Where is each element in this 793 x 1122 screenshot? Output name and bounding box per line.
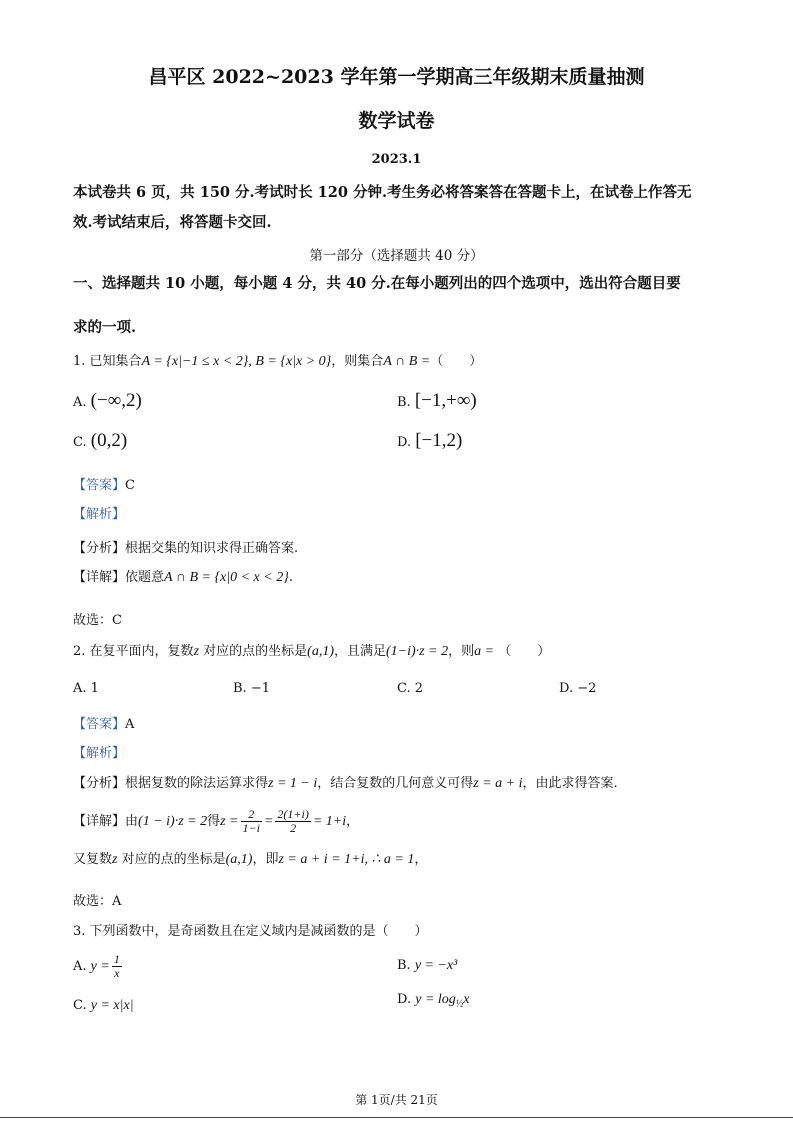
- exam-date: 2023.1: [371, 152, 422, 167]
- question-2-fenxi: 【分析】根据复数的除法运算求得z = 1 − i，结合复数的几何意义可得z = a + i，由此求得答案.: [73, 776, 618, 791]
- question-2-analysis-label: 【解析】: [73, 746, 126, 761]
- question-2-option-a: A. 1: [73, 681, 99, 696]
- question-1-option-c: C. (0,2): [73, 430, 128, 451]
- question-1-option-b: B. [−1,+∞): [397, 390, 477, 411]
- question-1-detail: 【详解】依题意A ∩ B = {x|0 < x < 2}.: [73, 570, 293, 585]
- intro-line-2: 效.考试结束后，将答题卡交回.: [73, 214, 272, 231]
- section-instruction-2: 求的一项.: [73, 319, 137, 336]
- question-3-option-a: A. y = $\frac{1}{x}$: [73, 952, 120, 980]
- question-2-stem: 2. 在复平面内，复数z 对应的点的坐标是(a,1)，且满足(1−i)·z = 2，则a = （ ）: [73, 644, 551, 659]
- question-1-option-a: A. (−∞,2): [73, 390, 142, 411]
- exam-subtitle: 数学试卷: [358, 110, 435, 132]
- intro-line-1: 本试卷共 6 页，共 150 分.考试时长 120 分钟.考生务必将答案答在答题卡上，在试卷上作答无: [73, 184, 692, 201]
- question-2-option-c: C. 2: [397, 681, 424, 696]
- question-1-option-d: D. [−1,2): [397, 430, 463, 451]
- question-3-option-d: D. $y = \log_{\frac{1}{2}}x$: [397, 992, 470, 1010]
- question-1-analysis-label: 【解析】: [73, 507, 126, 522]
- question-2-detail-line-2: 又复数z 对应的点的坐标是(a,1)，即z = a + i = 1+i, ∴ a = 1，: [73, 852, 428, 867]
- exam-title: 昌平区 2022~2023 学年第一学期高三年级期末质量抽测: [148, 66, 645, 88]
- question-2-answer: 【答案】A: [73, 717, 135, 732]
- question-1-fenxi: 【分析】根据交集的知识求得正确答案.: [73, 541, 299, 556]
- question-1-answer: 【答案】C: [73, 478, 135, 493]
- section-instruction-1: 一、选择题共 10 小题，每小题 4 分，共 40 分.在每小题列出的四个选项中，选出符合题目要: [73, 275, 681, 292]
- footer-divider: [0, 1117, 793, 1118]
- question-3-option-c: C. y = x|x|: [73, 998, 134, 1013]
- set-definition: A = {x|−1 ≤ x < 2}, B = {x|x > 0}: [141, 354, 332, 369]
- question-1-stem: 1. 已知集合A = {x|−1 ≤ x < 2}, B = {x|x > 0}，则集合A ∩ B =（ ）: [73, 354, 483, 369]
- question-3-stem: 3. 下列函数中，是奇函数且在定义域内是减函数的是（ ）: [73, 924, 428, 939]
- part-heading: 第一部分（选择题共 40 分）: [309, 248, 484, 264]
- question-2-detail: 【详解】由(1 − i)·z = 2得z = $\frac{2}{1-i}$ = $\frac{2(1+i)}{2}$ = 1+i，: [73, 807, 360, 835]
- question-3-option-b: B. y = −x³: [397, 958, 458, 973]
- question-1-choose: 故选：C: [73, 613, 122, 628]
- question-2-option-b: B. −1: [233, 681, 270, 696]
- question-2-option-d: D. −2: [559, 681, 597, 696]
- page-footer: 第 1页/共 21页: [355, 1093, 438, 1107]
- question-2-choose: 故选：A: [73, 894, 122, 909]
